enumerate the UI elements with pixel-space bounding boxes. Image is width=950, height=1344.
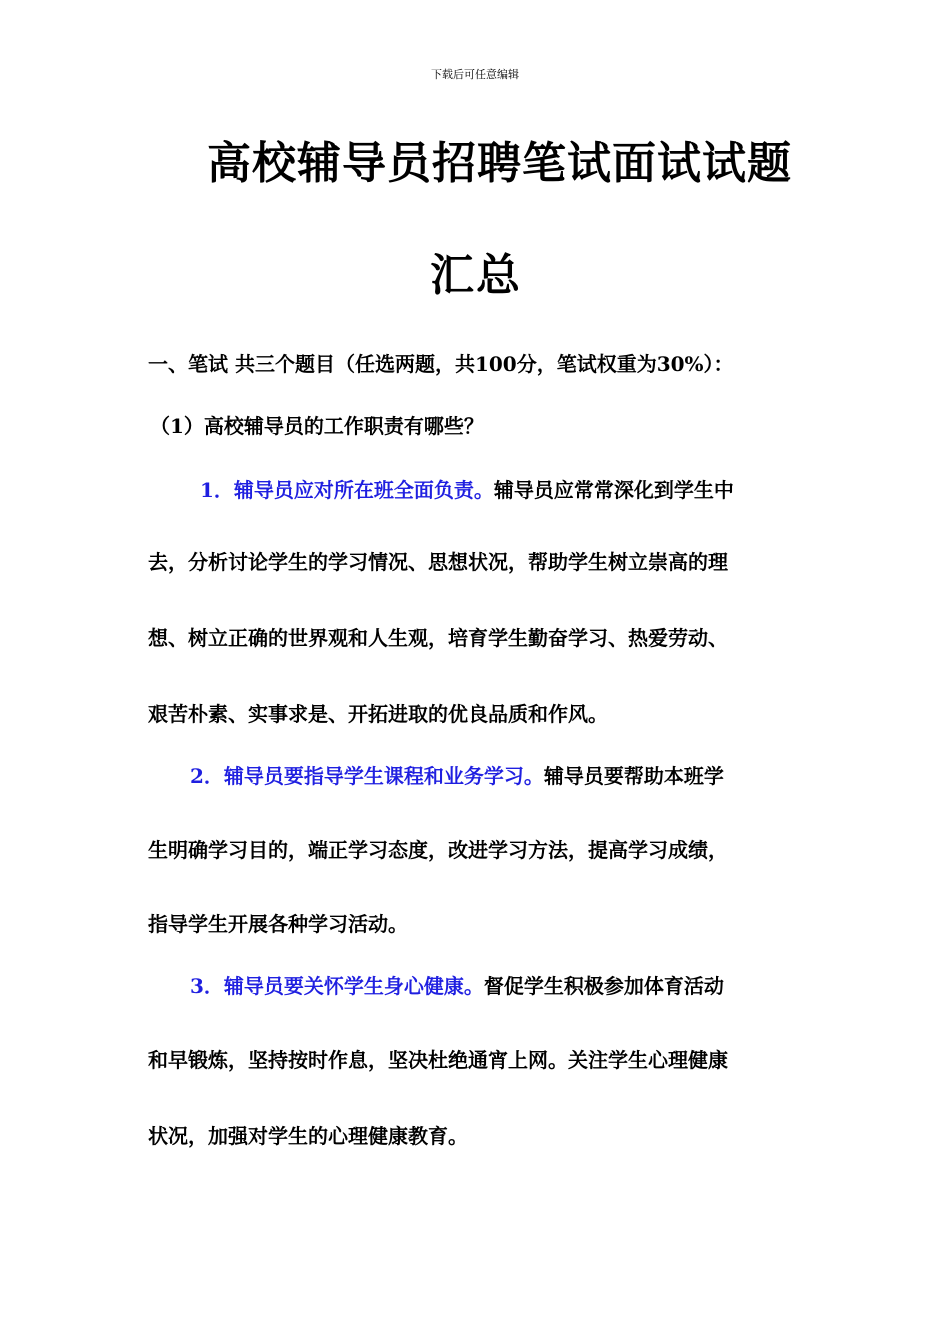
item-2-line-3: 指导学生开展各种学习活动。 <box>148 912 408 936</box>
document-title-line-2: 汇总 <box>430 250 522 301</box>
item-2-lead: 2．辅导员要指导学生课程和业务学习。 <box>190 764 544 788</box>
item-3-line-3: 状况，加强对学生的心理健康教育。 <box>148 1124 468 1148</box>
item-3-line-1 <box>190 972 724 1000</box>
item-1-lead: 1．辅导员应对所在班全面负责。 <box>200 478 494 502</box>
item-3-line-2: 和早锻炼，坚持按时作息，坚决杜绝通宵上网。关注学生心理健康 <box>148 1048 728 1072</box>
section-heading: 一、笔试 共三个题目（任选两题，共100分，笔试权重为30%）： <box>148 352 734 376</box>
question-text: （1）高校辅导员的工作职责有哪些？ <box>150 414 484 438</box>
item-1-line-3: 想、树立正确的世界观和人生观，培育学生勤奋学习、热爱劳动、 <box>148 626 728 650</box>
item-3-text: 督促学生积极参加体育活动 <box>483 974 724 998</box>
header-note: 下载后可任意编辑 <box>431 68 519 81</box>
item-1-line-2: 去，分析讨论学生的学习情况、思想状况，帮助学生树立崇高的理 <box>148 550 728 574</box>
item-1-line-1 <box>200 476 734 504</box>
document-title-line-1: 高校辅导员招聘笔试面试试题 <box>207 138 792 189</box>
item-1-line-4: 艰苦朴素、实事求是、开拓进取的优良品质和作风。 <box>148 702 608 726</box>
item-2-line-2: 生明确学习目的，端正学习态度，改进学习方法，提高学习成绩， <box>148 838 728 862</box>
item-2-text: 辅导员要帮助本班学 <box>543 764 724 788</box>
item-2-line-1 <box>190 762 724 790</box>
item-3-lead: 3．辅导员要关怀学生身心健康。 <box>190 974 484 998</box>
item-1-text: 辅导员应常常深化到学生中 <box>493 478 734 502</box>
